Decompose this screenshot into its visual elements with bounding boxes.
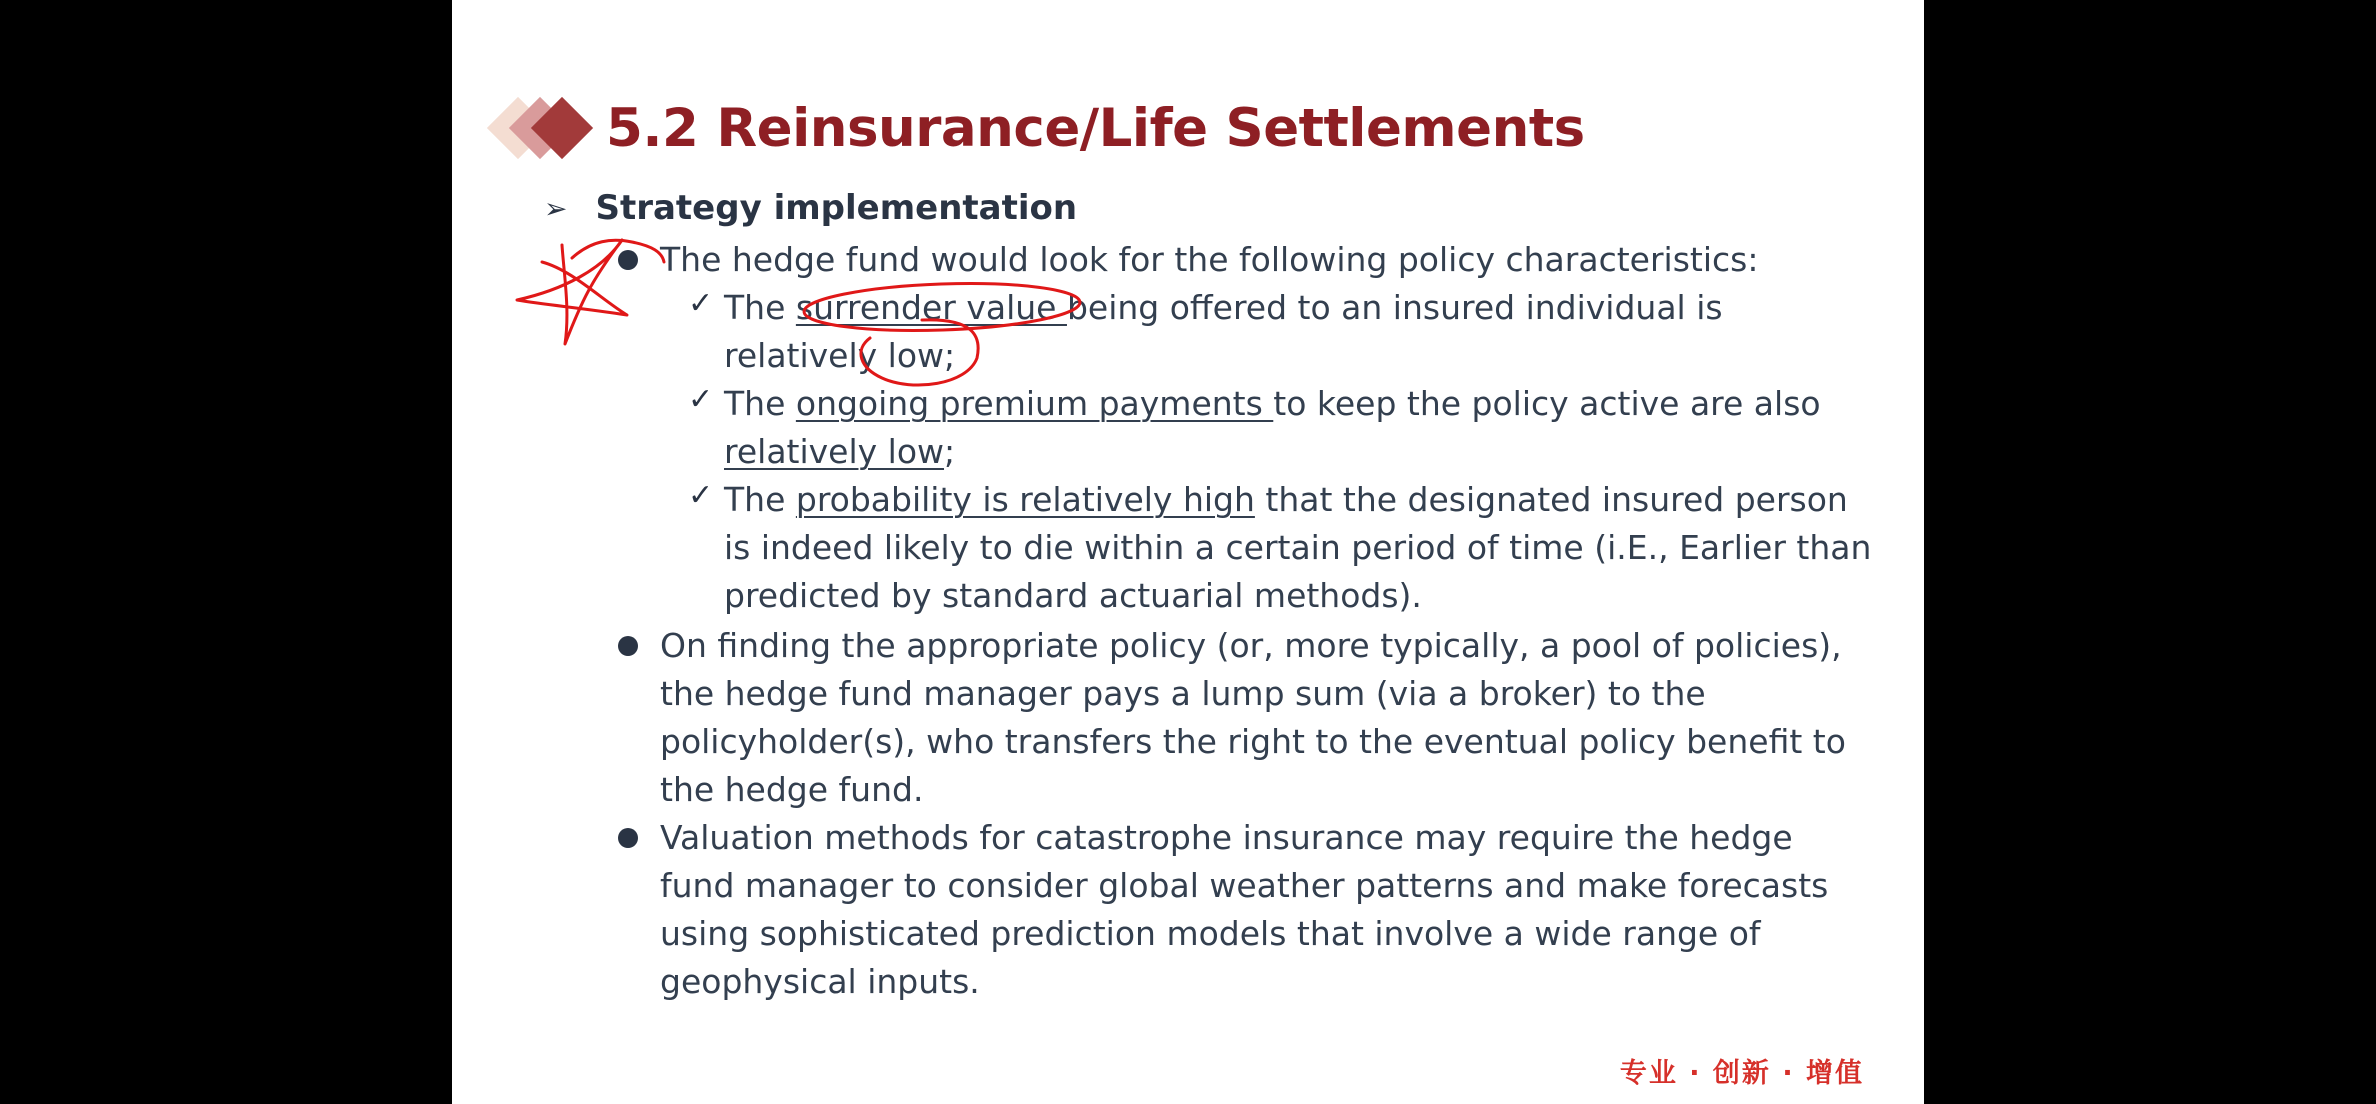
arrow-bullet-icon: ➢ [544, 191, 568, 225]
bullet-1-text: The hedge fund would look for the following policy characteristics: [660, 240, 1759, 279]
sub-2-line-2: relatively low; [724, 432, 956, 471]
bullet-dot-icon [618, 828, 638, 848]
sub-1-line-1: The surrender value being offered to an insured individual is [724, 288, 1723, 327]
bullet-3-line-2: fund manager to consider global weather patterns and make forecasts [660, 866, 1829, 905]
slide-title: 5.2 Reinsurance/Life Settlements [606, 97, 1585, 159]
bullet-2-line-4: the hedge fund. [660, 770, 924, 809]
bullet-dot-icon [618, 250, 638, 270]
bullet-2-line-1: On finding the appropriate policy (or, more typically, a pool of policies), [660, 626, 1842, 665]
check-icon: ✓ [688, 382, 714, 417]
bullet-3-line-3: using sophisticated prediction models that involve a wide range of [660, 914, 1761, 953]
section-heading [544, 188, 1077, 228]
bullet-2-line-3: policyholder(s), who transfers the right to the eventual policy benefit to [660, 722, 1846, 761]
footer-slogan: 专业 · 创新 · 增值 [1619, 1058, 1864, 1089]
section-heading-text: Strategy implementation [595, 188, 1078, 228]
bullet-dot-icon [618, 636, 638, 656]
sub-3-line-2: is indeed likely to die within a certain period of time (i.E., Earlier than [724, 528, 1872, 567]
sub-3-line-3: predicted by standard actuarial methods). [724, 576, 1422, 615]
sub-3-line-1: The probability is relatively high that the designated insured person [724, 480, 1848, 519]
bullet-2-line-2: the hedge fund manager pays a lump sum (via a broker) to the [660, 674, 1706, 713]
bullet-3-line-1: Valuation methods for catastrophe insurance may require the hedge [660, 818, 1793, 857]
slide [452, 0, 1924, 1104]
slide-content [452, 0, 1924, 1104]
check-icon: ✓ [688, 286, 714, 321]
sub-2-line-1: The ongoing premium payments to keep the policy active are also [724, 384, 1821, 423]
check-icon: ✓ [688, 478, 714, 513]
bullet-3-line-4: geophysical inputs. [660, 962, 980, 1001]
sub-1-line-2: relatively low; [724, 336, 956, 375]
